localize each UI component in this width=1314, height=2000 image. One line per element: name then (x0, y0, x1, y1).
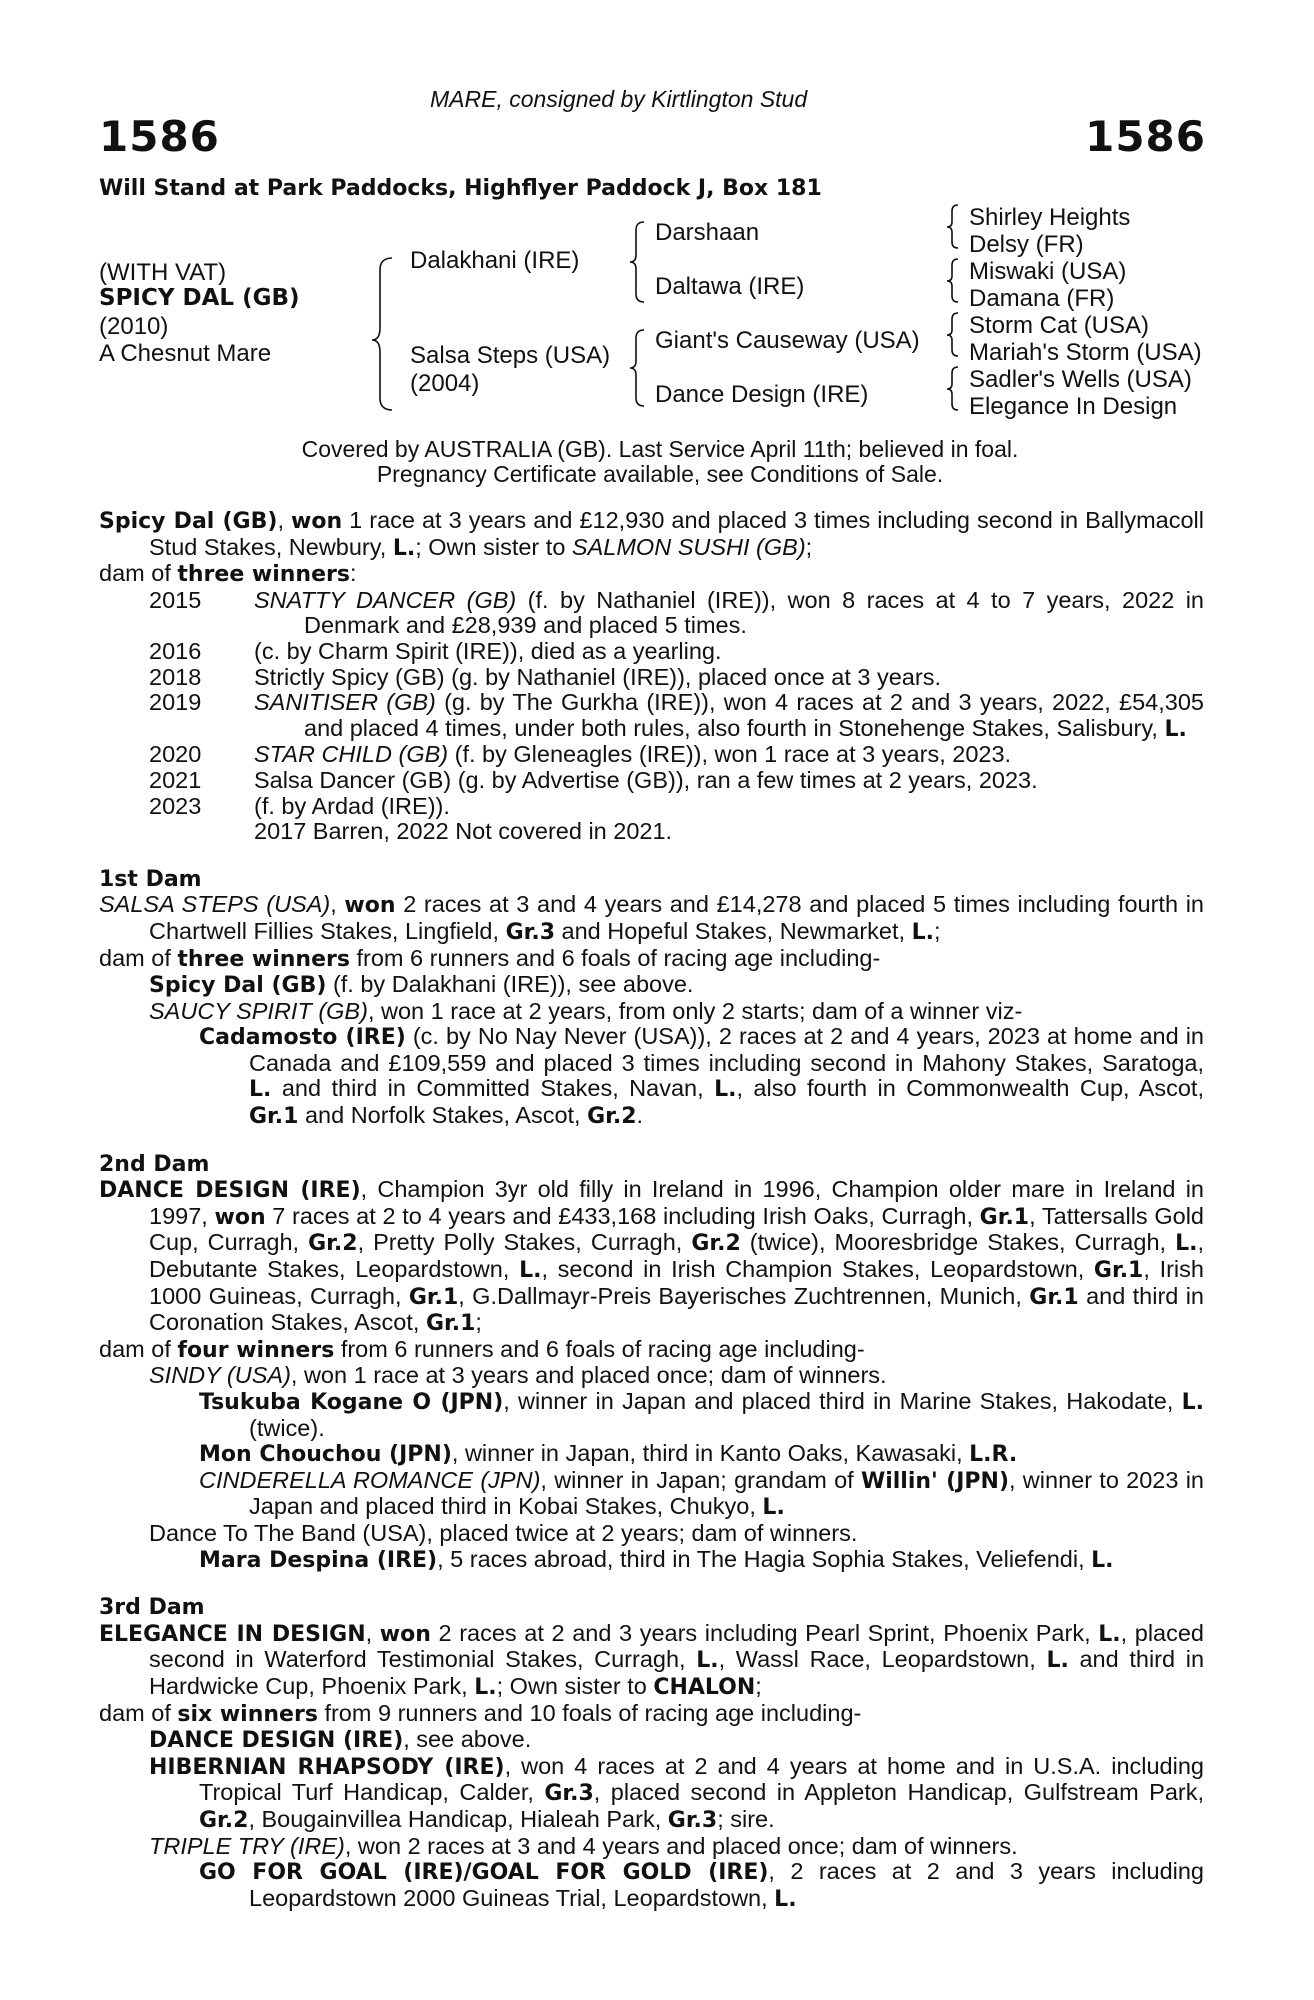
dam3-child-1 (99, 1727, 1204, 1754)
text: (twice), Mooresbridge Stakes, Curragh, (740, 1229, 1176, 1256)
listed-badge: L. (1098, 1621, 1121, 1647)
grade-badge: Gr.1 (249, 1104, 299, 1130)
produce-name: SANITISER (GB) (254, 689, 436, 716)
covering-note: Covered by AUSTRALIA (GB). Last Service April 11th; believed in foal. (301, 436, 1019, 462)
catalogue-body (99, 508, 1204, 1912)
text: , (365, 1619, 380, 1646)
horse-description: A Chesnut Mare (99, 340, 272, 367)
produce-year: 2020 (149, 741, 202, 768)
grade-badge: Gr.2 (691, 1231, 741, 1257)
produce-row (99, 768, 1204, 794)
dam2-dam-of (99, 1337, 1204, 1364)
great-grandchild-name: Willin' (JPN) (860, 1468, 1010, 1494)
ggp-1: Shirley Heights (969, 204, 1131, 231)
dam3-grandchild-1 (99, 1859, 1204, 1912)
listed-badge: L. (774, 1886, 797, 1912)
text: ; (933, 917, 941, 944)
sire-name: Dalakhani (IRE) (410, 247, 580, 274)
listed-badge: L. (714, 1077, 737, 1103)
grade-badge: Gr.2 (587, 1104, 637, 1130)
text: from 6 runners and 6 foals of racing age including- (334, 1335, 865, 1362)
dam1-grandchild-1 (99, 1024, 1204, 1129)
text: , Wassl Race, Leopardstown, (718, 1646, 1047, 1673)
listed-badge: L. (696, 1648, 719, 1674)
text: , won 4 races at 2 and 4 years at home and in U.S.A. including Tropical Turf Handicap, Calder, (199, 1752, 1204, 1806)
listed-badge: L. (519, 1258, 542, 1284)
ggp-6: Mariah's Storm (USA) (969, 339, 1202, 366)
brace-ds (947, 313, 958, 356)
text: (f. by Nathaniel (IRE)), won 8 races at 4 to 7 years, 2022 in Denmark and £28,939 and placed 5 times. (304, 586, 1205, 639)
ggp-8: Elegance In Design (969, 393, 1178, 420)
text: , placed second in Appleton Handicap, Gulfstream Park, (593, 1779, 1204, 1806)
text: ; (475, 1309, 482, 1336)
grandchild-name: Cadamosto (IRE) (199, 1025, 406, 1051)
text: , won 2 races at 3 and 4 years and placed once; dam of winners. (344, 1832, 1018, 1859)
text: ; Own sister to (496, 1672, 654, 1699)
text: ; (755, 1672, 762, 1699)
text: (c. by Charm Spirit (IRE)), died as a yearling. (254, 637, 722, 664)
text: , winner in Japan; grandam of (540, 1466, 861, 1493)
vat-note: (WITH VAT) (99, 259, 227, 286)
text: dam of (99, 944, 178, 971)
text: (g. by The Gurkha (IRE)), won 4 races at 2 and 3 years, 2022, £54,305 and placed 4 times, under both rules, also fourth in Stonehenge Stakes, Salisbury, (304, 689, 1204, 741)
won-label: won (344, 893, 396, 919)
winners-count: three winners (177, 562, 350, 588)
winners-count: four winners (177, 1337, 335, 1363)
lot-number-left: 1586 (99, 112, 220, 161)
dam-name: Salsa Steps (USA) (410, 342, 611, 369)
text: , Tattersalls Gold Cup, Curragh, (149, 1202, 1204, 1256)
horse-year: (2010) (99, 313, 169, 340)
text: 2 races at 2 and 3 years including Pearl Sprint, Phoenix Park, (430, 1619, 1099, 1646)
dam1-child-2 (99, 999, 1204, 1025)
grade-badge: Gr.3 (544, 1781, 594, 1807)
dam2-grandchild-4 (99, 1547, 1204, 1574)
listed-badge: L. (1164, 716, 1187, 742)
text: , 5 races abroad, third in The Hagia Sophia Stakes, Veliefendi, (437, 1545, 1092, 1572)
produce-text (254, 742, 1204, 768)
pregnancy-note: Pregnancy Certificate available, see Conditions of Sale. (376, 461, 944, 487)
text: 1 race at 3 years and £12,930 and placed 3 times including second in Ballymacoll Stud Stakes, Newbury, (149, 507, 1205, 560)
text: dam of (99, 560, 178, 587)
lot-number-right: 1586 (1085, 112, 1206, 161)
child-name: DANCE DESIGN (IRE) (149, 1728, 404, 1754)
listed-badge: L. (762, 1495, 785, 1521)
grandchild-name: Tsukuba Kogane O (JPN) (199, 1390, 504, 1415)
child-name: Spicy Dal (GB) (149, 973, 327, 999)
dam-name: DANCE DESIGN (IRE) (99, 1178, 361, 1204)
mare-name: Spicy Dal (GB) (99, 509, 278, 534)
listed-badge: L.R. (969, 1442, 1018, 1468)
produce-text (254, 768, 1204, 794)
listed-badge: L. (911, 919, 934, 945)
won-label: won (291, 509, 343, 534)
produce-text (254, 588, 1204, 639)
text: ; (805, 533, 813, 560)
section-heading-1st-dam: 1st Dam (99, 866, 202, 892)
produce-name: SNATTY DANCER (GB) (254, 586, 517, 613)
listed-badge: L. (1181, 1390, 1204, 1415)
ggp-4: Damana (FR) (969, 285, 1115, 312)
produce-row (99, 794, 1204, 820)
dam2-child-2: Dance To The Band (USA), placed twice at 2 years; dam of winners. (149, 1519, 858, 1546)
section-heading-2nd-dam: 2nd Dam (99, 1151, 210, 1177)
grade-badge: Gr.1 (425, 1311, 476, 1337)
dam3-child-3 (99, 1834, 1204, 1860)
sister-name: CHALON (653, 1674, 756, 1700)
ggp-7: Sadler's Wells (USA) (969, 366, 1192, 393)
produce-year: 2021 (149, 766, 202, 793)
produce-text (254, 639, 1204, 665)
dam1-summary (99, 892, 1204, 945)
text: and Hopeful Stakes, Newmarket, (555, 917, 912, 944)
grade-badge: Gr.1 (979, 1204, 1030, 1230)
text: (f. by Gleneagles (IRE)), won 1 race at 3 years, 2023. (448, 741, 1012, 768)
grade-badge: Gr.3 (505, 919, 555, 945)
text: Salsa Dancer (GB) (g. by Advertise (GB)), ran a few times at 2 years, 2023. (254, 766, 1038, 793)
grade-badge: Gr.1 (1093, 1258, 1144, 1284)
stand-location: Will Stand at Park Paddocks, Highflyer Paddock J, Box 181 (99, 176, 822, 201)
mare-summary: Spicy Dal (GB), won 1 race at 3 years and £12,930 and placed 3 times including second in Ballymacoll Stud Stakes, Newbury, L.; Own sister to SALMON SUSHI (GB); (99, 507, 1205, 561)
mare-dam-of (99, 561, 1204, 588)
brace-dam (630, 330, 644, 406)
listed-badge: L. (392, 535, 416, 561)
text: (twice). (249, 1414, 325, 1441)
ggp-3: Miswaki (USA) (969, 258, 1127, 285)
text: from 9 runners and 10 foals of racing age including- (317, 1699, 862, 1726)
produce-row (99, 588, 1204, 639)
brace-sire (630, 222, 644, 302)
produce-year: 2015 (149, 586, 202, 613)
won-label: won (214, 1204, 266, 1230)
dam2-grandchild-3 (99, 1468, 1204, 1521)
produce-row (99, 690, 1204, 742)
dam-name: SALSA STEPS (USA) (99, 891, 331, 918)
brace-ss (947, 205, 958, 248)
dam-year: (2004) (410, 370, 480, 397)
text: ; Own sister to (415, 533, 572, 560)
produce-year: 2023 (149, 792, 202, 819)
child-name: SAUCY SPIRIT (GB) (149, 997, 368, 1024)
text: , won 1 race at 2 years, from only 2 starts; dam of a winner viz- (367, 997, 1023, 1024)
produce-row (99, 639, 1204, 665)
text: 2 races at 3 and 4 years and £14,278 and placed 5 times including fourth in Chartwell Fillies Stakes, Lingfield, (149, 891, 1204, 944)
sire-sire: Darshaan (655, 219, 760, 246)
produce-text (254, 690, 1204, 742)
text: and third in Committed Stakes, Navan, (271, 1075, 715, 1102)
listed-badge: L. (1175, 1231, 1198, 1257)
dam-dam: Dance Design (IRE) (655, 381, 869, 408)
sister-name: SALMON SUSHI (GB) (571, 533, 806, 560)
text: , placed second in Waterford Testimonial Stakes, Curragh, (149, 1619, 1205, 1673)
text: , see above. (403, 1726, 532, 1753)
produce-row (99, 665, 1204, 691)
produce-year: 2016 (149, 637, 202, 664)
text: dam of (99, 1335, 178, 1362)
brace-dd (947, 367, 958, 410)
text: , winner to 2023 in Japan and placed third in Kobai Stakes, Chukyo, (249, 1466, 1204, 1520)
text: , Pretty Polly Stakes, Curragh, (357, 1229, 692, 1256)
dam1-dam-of (99, 946, 1204, 973)
text: and third in Coronation Stakes, Ascot, (149, 1282, 1204, 1336)
text: , (330, 891, 345, 918)
text: , won 1 race at 3 years and placed once; dam of winners. (290, 1362, 887, 1389)
child-name: TRIPLE TRY (IRE) (149, 1832, 345, 1859)
produce-text (254, 794, 1204, 820)
produce-year: 2019 (149, 689, 202, 716)
text: and Norfolk Stakes, Ascot, (298, 1102, 588, 1129)
grade-badge: Gr.2 (308, 1231, 358, 1257)
grade-badge: Gr.1 (408, 1284, 459, 1310)
text: (f. by Ardad (IRE)). (254, 792, 450, 819)
produce-year: 2018 (149, 663, 202, 690)
text: ; sire. (717, 1805, 775, 1832)
dam2-child-1 (99, 1363, 1204, 1389)
text: from 6 runners and 6 foals of racing age including- (349, 944, 881, 971)
ggp-2: Delsy (FR) (969, 231, 1084, 258)
text: , winner in Japan and placed third in Marine Stakes, Hakodate, (503, 1388, 1182, 1414)
dam3-child-2 (99, 1754, 1204, 1834)
text: , Debutante Stakes, Leopardstown, (149, 1229, 1204, 1283)
winners-count: three winners (177, 946, 350, 972)
grade-badge: Gr.2 (199, 1807, 249, 1833)
dam1-child-1 (99, 972, 1204, 999)
text: , Champion 3yr old filly in Ireland in 1996, Champion older mare in Ireland in 1997, (149, 1176, 1204, 1229)
dam2-summary (99, 1177, 1204, 1337)
produce-row (99, 742, 1204, 768)
text: dam of (99, 1699, 178, 1726)
dam-name: ELEGANCE IN DESIGN (99, 1621, 366, 1647)
sire-dam: Daltawa (IRE) (655, 273, 805, 300)
text: and third in Hardwicke Cup, Phoenix Park, (149, 1646, 1205, 1699)
produce-note: 2017 Barren, 2022 Not covered in 2021. (254, 818, 673, 845)
brace-parents (372, 258, 392, 410)
ggp-5: Storm Cat (USA) (969, 312, 1150, 339)
grandchild-name: Mon Chouchou (JPN) (199, 1442, 452, 1468)
text: , 2 races at 2 and 3 years including Leopardstown 2000 Guineas Trial, Leopardstown, (249, 1858, 1204, 1911)
grandchild-name: GO FOR GOAL (IRE)/GOAL FOR GOLD (IRE) (199, 1860, 769, 1886)
text: , second in Irish Champion Stakes, Leopardstown, (541, 1256, 1094, 1283)
dam-sire: Giant's Causeway (USA) (655, 327, 920, 354)
text: , Irish 1000 Guineas, Curragh, (149, 1256, 1204, 1309)
text: (c. by No Nay Never (USA)), 2 races at 2 and 4 years, 2023 at home and in Canada and £109,559 and placed 3 times including second in Mahony Stakes, Saratoga, (249, 1023, 1204, 1076)
listed-badge: L. (1046, 1648, 1069, 1674)
section-heading-3rd-dam: 3rd Dam (99, 1595, 205, 1621)
text: : (349, 560, 357, 587)
text: , G.Dallmayr-Preis Bayerisches Zuchtrennen, Munich, (458, 1282, 1030, 1309)
consignor-line: MARE, consigned by Kirtlington Stud (430, 86, 808, 112)
text: Strictly Spicy (GB) (g. by Nathaniel (IRE)), placed once at 3 years. (254, 663, 941, 690)
grade-badge: Gr.1 (1029, 1284, 1079, 1310)
grade-badge: Gr.3 (667, 1807, 718, 1833)
grandchild-name: Mara Despina (IRE) (199, 1547, 438, 1573)
listed-badge: L. (249, 1077, 272, 1103)
listed-badge: L. (1091, 1547, 1114, 1573)
produce-text (254, 665, 1204, 691)
winners-count: six winners (177, 1701, 318, 1727)
text: 7 races at 2 to 4 years and £433,168 including Irish Oaks, Curragh, (265, 1202, 980, 1229)
dam3-dam-of (99, 1701, 1204, 1728)
dam3-summary (99, 1621, 1204, 1701)
child-name: HIBERNIAN RHAPSODY (IRE) (149, 1754, 505, 1780)
dam2-grandchild-2 (99, 1441, 1204, 1468)
child-name: SINDY (USA) (149, 1362, 291, 1389)
grandchild-name: CINDERELLA ROMANCE (JPN) (199, 1466, 541, 1493)
text: (f. by Dalakhani (IRE)), see above. (326, 971, 694, 998)
horse-name: SPICY DAL (GB) (99, 285, 300, 311)
text: , also fourth in Commonwealth Cup, Ascot, (736, 1075, 1204, 1102)
text: , Bougainvillea Handicap, Hialeah Park, (248, 1805, 668, 1832)
dam2-grandchild-1 (99, 1389, 1204, 1441)
produce-name: STAR CHILD (GB) (254, 741, 449, 768)
brace-sd (947, 259, 958, 302)
won-label: won (379, 1621, 431, 1647)
listed-badge: L. (474, 1674, 497, 1700)
text: , winner in Japan, third in Kanto Oaks, Kawasaki, (451, 1440, 970, 1467)
text: . (636, 1102, 644, 1129)
